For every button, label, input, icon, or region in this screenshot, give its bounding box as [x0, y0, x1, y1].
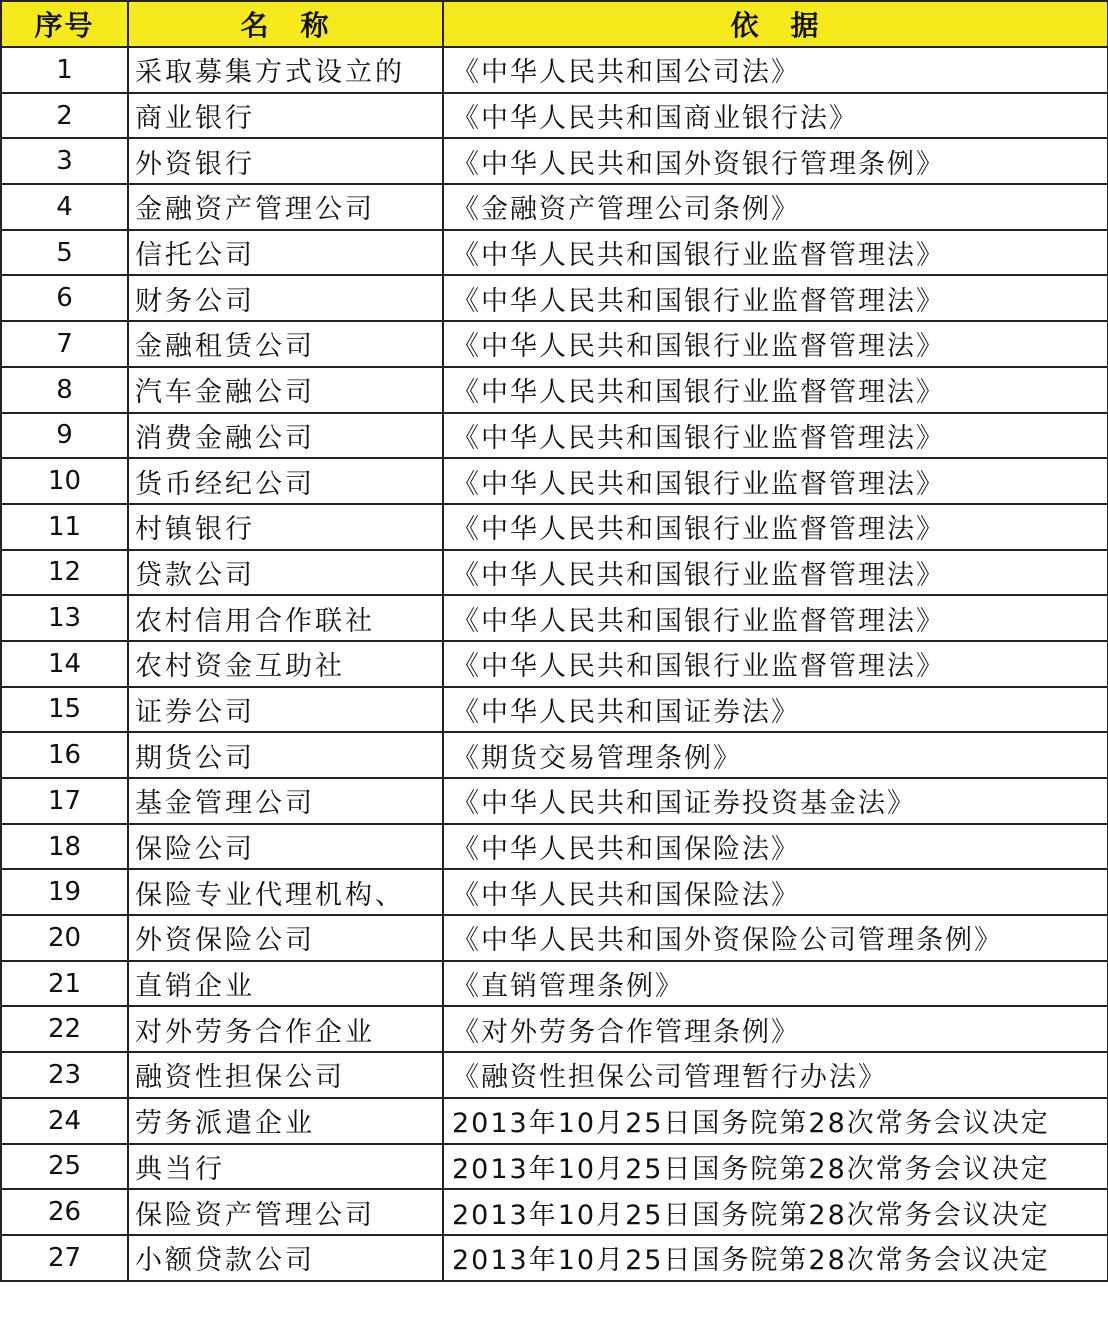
row-basis: 《中华人民共和国银行业监督管理法》 [443, 275, 1108, 321]
row-name: 融资性担保公司 [128, 1052, 443, 1098]
table-row [1, 1235, 1108, 1281]
row-index: 19 [1, 869, 128, 915]
row-index: 26 [1, 1189, 128, 1235]
row-basis: 《中华人民共和国银行业监督管理法》 [443, 641, 1108, 687]
row-basis: 《中华人民共和国银行业监督管理法》 [443, 367, 1108, 413]
row-index: 5 [1, 230, 128, 276]
row-name: 直销企业 [128, 961, 443, 1007]
row-basis: 《直销管理条例》 [443, 961, 1108, 1007]
table-row [1, 367, 1108, 413]
row-index: 7 [1, 321, 128, 367]
row-index: 25 [1, 1144, 128, 1190]
row-index: 8 [1, 367, 128, 413]
row-name: 商业银行 [128, 93, 443, 139]
row-index: 3 [1, 138, 128, 184]
header-name: 名 称 [128, 1, 443, 47]
row-index: 12 [1, 550, 128, 596]
row-name: 典当行 [128, 1144, 443, 1190]
table-row [1, 824, 1108, 870]
row-basis: 《融资性担保公司管理暂行办法》 [443, 1052, 1108, 1098]
table-row [1, 869, 1108, 915]
row-index: 4 [1, 184, 128, 230]
row-basis: 2013年10月25日国务院第28次常务会议决定 [443, 1235, 1108, 1281]
row-name: 基金管理公司 [128, 778, 443, 824]
table-row [1, 321, 1108, 367]
row-basis: 《中华人民共和国保险法》 [443, 869, 1108, 915]
table-row [1, 1144, 1108, 1190]
table-row [1, 961, 1108, 1007]
row-basis: 《中华人民共和国公司法》 [443, 47, 1108, 93]
row-basis: 《中华人民共和国保险法》 [443, 824, 1108, 870]
row-index: 6 [1, 275, 128, 321]
table-row [1, 230, 1108, 276]
row-index: 22 [1, 1006, 128, 1052]
row-name: 财务公司 [128, 275, 443, 321]
row-basis: 《中华人民共和国证券投资基金法》 [443, 778, 1108, 824]
row-name: 外资银行 [128, 138, 443, 184]
header-basis: 依 据 [443, 1, 1108, 47]
row-index: 27 [1, 1235, 128, 1281]
row-basis: 《中华人民共和国银行业监督管理法》 [443, 413, 1108, 459]
row-index: 20 [1, 915, 128, 961]
header-index: 序号 [1, 1, 128, 47]
row-name: 期货公司 [128, 732, 443, 778]
row-basis: 《期货交易管理条例》 [443, 732, 1108, 778]
row-name: 保险专业代理机构、 [128, 869, 443, 915]
row-name: 贷款公司 [128, 550, 443, 596]
row-index: 14 [1, 641, 128, 687]
row-name: 证券公司 [128, 687, 443, 733]
header-row [1, 1, 1108, 47]
table-row [1, 550, 1108, 596]
row-index: 13 [1, 595, 128, 641]
table-row [1, 915, 1108, 961]
row-basis: 《中华人民共和国银行业监督管理法》 [443, 550, 1108, 596]
row-name: 信托公司 [128, 230, 443, 276]
row-index: 24 [1, 1098, 128, 1144]
row-index: 11 [1, 504, 128, 550]
row-basis: 《中华人民共和国银行业监督管理法》 [443, 504, 1108, 550]
table-row [1, 687, 1108, 733]
table-row [1, 1189, 1108, 1235]
row-basis: 2013年10月25日国务院第28次常务会议决定 [443, 1144, 1108, 1190]
table-row [1, 275, 1108, 321]
row-name: 外资保险公司 [128, 915, 443, 961]
table-row [1, 778, 1108, 824]
table-row [1, 732, 1108, 778]
row-basis: 《中华人民共和国商业银行法》 [443, 93, 1108, 139]
row-name: 金融租赁公司 [128, 321, 443, 367]
row-index: 15 [1, 687, 128, 733]
row-index: 9 [1, 413, 128, 459]
row-index: 21 [1, 961, 128, 1007]
row-name: 农村资金互助社 [128, 641, 443, 687]
table-row [1, 595, 1108, 641]
table-row [1, 184, 1108, 230]
table-row [1, 138, 1108, 184]
row-name: 货币经纪公司 [128, 458, 443, 504]
row-name: 保险公司 [128, 824, 443, 870]
table-row [1, 93, 1108, 139]
table-row [1, 458, 1108, 504]
row-index: 18 [1, 824, 128, 870]
row-index: 10 [1, 458, 128, 504]
table-row [1, 1052, 1108, 1098]
table-row [1, 413, 1108, 459]
row-index: 1 [1, 47, 128, 93]
row-basis: 《中华人民共和国外资银行管理条例》 [443, 138, 1108, 184]
row-name: 消费金融公司 [128, 413, 443, 459]
row-index: 2 [1, 93, 128, 139]
table-body [1, 47, 1108, 1281]
row-name: 小额贷款公司 [128, 1235, 443, 1281]
table-row [1, 1098, 1108, 1144]
row-index: 17 [1, 778, 128, 824]
table-row [1, 641, 1108, 687]
row-basis: 《对外劳务合作管理条例》 [443, 1006, 1108, 1052]
table-row [1, 1006, 1108, 1052]
row-basis: 《金融资产管理公司条例》 [443, 184, 1108, 230]
row-name: 村镇银行 [128, 504, 443, 550]
row-basis: 《中华人民共和国银行业监督管理法》 [443, 321, 1108, 367]
row-basis: 《中华人民共和国银行业监督管理法》 [443, 595, 1108, 641]
row-name: 劳务派遣企业 [128, 1098, 443, 1144]
row-index: 16 [1, 732, 128, 778]
row-basis: 《中华人民共和国银行业监督管理法》 [443, 230, 1108, 276]
row-name: 金融资产管理公司 [128, 184, 443, 230]
row-name: 采取募集方式设立的 [128, 47, 443, 93]
row-name: 保险资产管理公司 [128, 1189, 443, 1235]
row-basis: 《中华人民共和国外资保险公司管理条例》 [443, 915, 1108, 961]
table-row [1, 504, 1108, 550]
row-basis: 2013年10月25日国务院第28次常务会议决定 [443, 1189, 1108, 1235]
table-row [1, 47, 1108, 93]
row-basis: 2013年10月25日国务院第28次常务会议决定 [443, 1098, 1108, 1144]
row-name: 农村信用合作联社 [128, 595, 443, 641]
row-basis: 《中华人民共和国银行业监督管理法》 [443, 458, 1108, 504]
row-name: 对外劳务合作企业 [128, 1006, 443, 1052]
row-basis: 《中华人民共和国证券法》 [443, 687, 1108, 733]
row-name: 汽车金融公司 [128, 367, 443, 413]
row-index: 23 [1, 1052, 128, 1098]
